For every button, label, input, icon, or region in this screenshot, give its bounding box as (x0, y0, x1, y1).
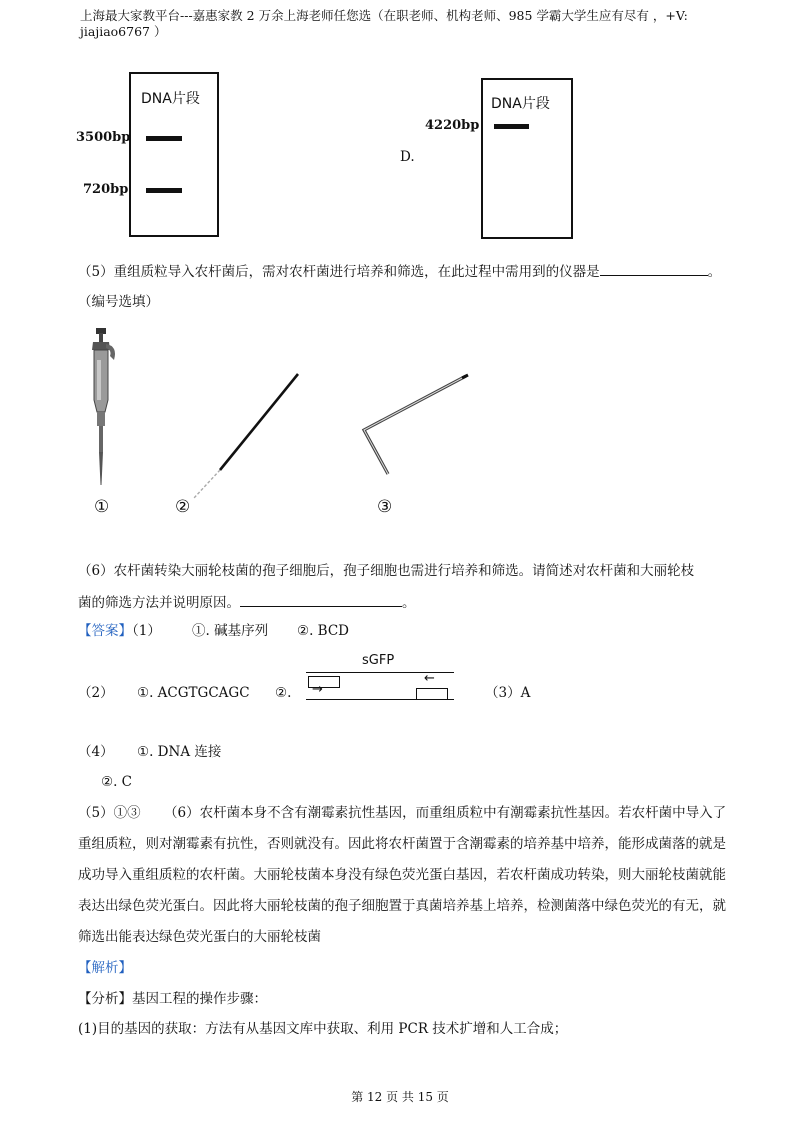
answer-2-part-2: ②. (275, 685, 292, 701)
pipette-icon (92, 328, 115, 485)
arrow-right-icon: → (312, 682, 323, 697)
q5-line (78, 261, 721, 282)
instrument-label-1: ① (94, 497, 110, 517)
gel-left (129, 72, 219, 237)
page-footer: 第 12 页 共 15 页 (351, 1090, 449, 1104)
answer-1-part-2: ②. BCD (297, 623, 350, 639)
sgfp-label: sGFP (362, 653, 395, 668)
answer-6-text: 农杆菌本身不含有潮霉素抗性基因，而重组质粒中有潮霉素抗性基因。若农杆菌中导入了重组质粒，则对潮霉素有抗性，否则就没有。因此将农杆菌置于含潮霉素的培养基中培养，能形成菌落的就是成功导入重组质粒的农杆菌。大丽轮枝菌本身没有绿色荧光蛋白基因，若农杆菌成功转染，则大丽轮枝菌就能表达出绿色荧光蛋白。因此将大丽轮枝菌的孢子细胞置于真菌培养基上培养，检测菌落中绿色荧光的有无，就筛选出能表达绿色荧光蛋白的大丽轮枝菌 (78, 805, 727, 945)
q5-end: 。 (707, 264, 722, 280)
q6-line-2-text: 菌的筛选方法并说明原因。 (78, 595, 240, 611)
q5-note: （编号选填） (78, 294, 159, 310)
q6-blank (240, 592, 402, 607)
instrument-label-3: ③ (377, 497, 393, 517)
instrument-label-2: ② (175, 497, 191, 517)
header-line-2: jiajiao6767 ） (80, 24, 167, 39)
answer-4-part-1: ①. DNA 连接 (137, 744, 222, 760)
analysis-step-1: (1)目的基因的获取：方法有从基因文库中获取、利用 PCR 技术扩增和人工合成； (78, 1021, 568, 1037)
q5-blank (600, 261, 708, 276)
gel-right-label-4220: 4220bp (425, 118, 480, 133)
q6-end: 。 (402, 595, 416, 611)
answer-1-num: （1） (132, 623, 161, 639)
answer-tag: 【答案】 (78, 623, 132, 639)
option-d-label: D. (400, 149, 415, 165)
answer-4-part-2: ②. C (101, 774, 133, 790)
answer-6-num: （6） (164, 805, 200, 821)
gel-right-band-4220 (494, 124, 529, 129)
q6-line-1: （6）农杆菌转染大丽轮枝菌的孢子细胞后，孢子细胞也需进行培养和筛选。请简述对农杆菌和大丽轮枝 (78, 563, 695, 579)
inoculating-needle-icon (194, 374, 298, 498)
analysis-tag: 【解析】 (78, 960, 132, 976)
gel-right (481, 78, 573, 239)
gel-left-label-3500: 3500bp (76, 130, 131, 145)
answer-4-num: （4） (78, 744, 114, 760)
gel-left-title: DNA片段 (141, 91, 200, 107)
page-header (80, 8, 740, 40)
gel-left-band-720 (146, 188, 182, 193)
answer-5: （5）①③ (78, 805, 141, 821)
header-line-1: 上海最大家教平台---嘉惠家教 2 万余上海老师任您选（在职老师、机构老师、985 学霸大学生应有尽有 ，+V: (80, 8, 688, 23)
answer-3: （3）A (485, 685, 531, 701)
answer-6 (78, 798, 730, 953)
arrow-left-icon: ← (424, 671, 435, 686)
answer-2-part-1: ①. ACGTGCAGC (137, 685, 250, 701)
gel-right-title: DNA片段 (491, 96, 550, 112)
gel-left-label-720: 720bp (83, 182, 129, 197)
spreader-icon (364, 375, 468, 474)
answer-line-1 (78, 621, 161, 641)
primer-box-right (416, 688, 448, 700)
instruments-figure (70, 320, 500, 530)
answer-1-part-1: ①. 碱基序列 (192, 623, 269, 639)
answer-2-num: （2） (78, 685, 114, 701)
gel-left-band-3500 (146, 136, 182, 141)
q6-line-2 (78, 592, 416, 613)
q5-text: （5）重组质粒导入农杆菌后，需对农杆菌进行培养和筛选，在此过程中需用到的仪器是 (78, 264, 600, 280)
analysis-heading: 【分析】基因工程的操作步骤： (78, 991, 267, 1007)
sgfp-primer-diagram (306, 653, 456, 705)
